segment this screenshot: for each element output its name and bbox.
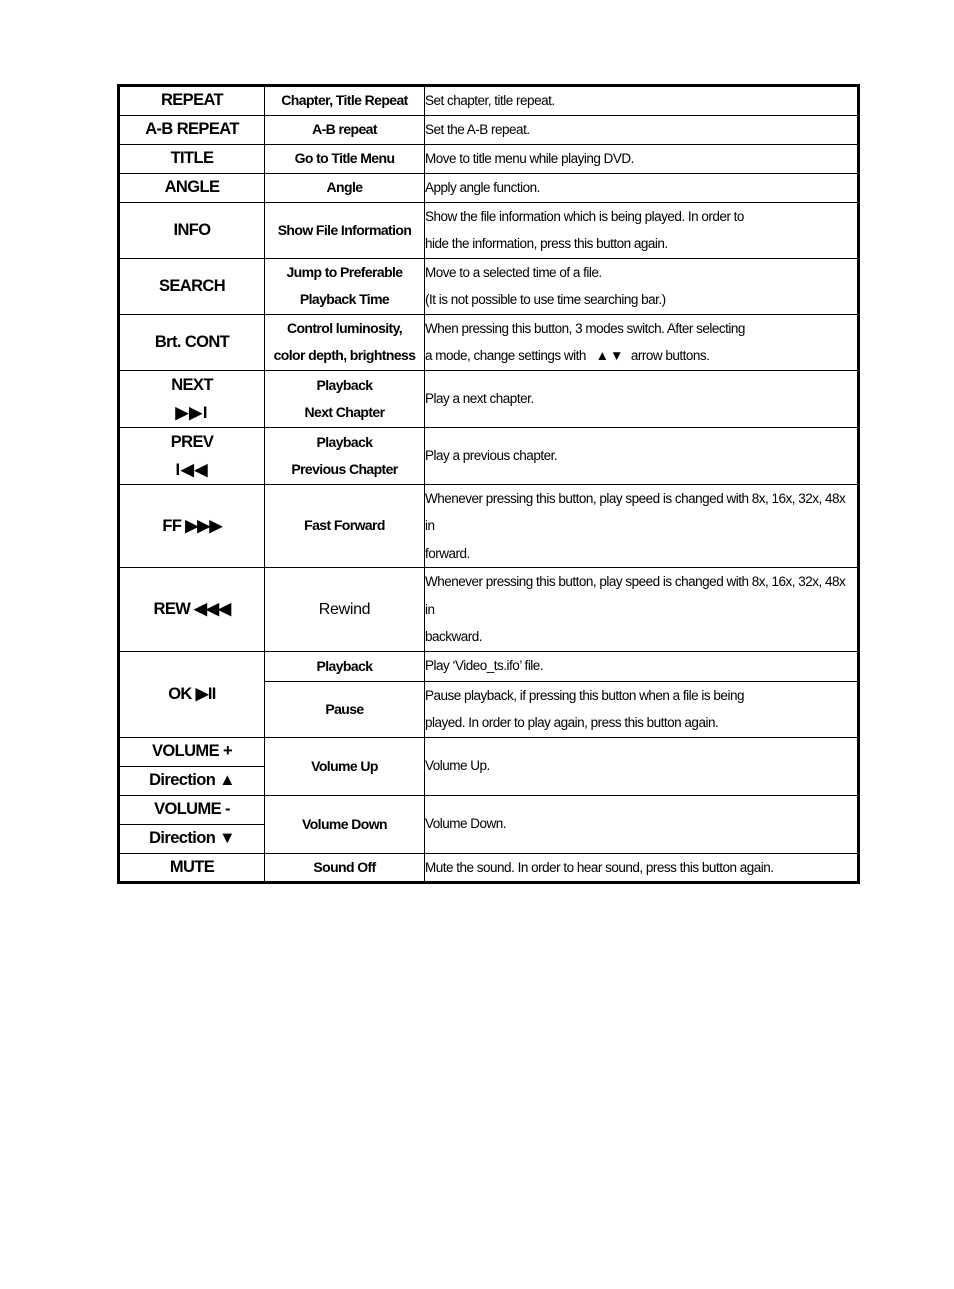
button-description	[425, 202, 859, 258]
description-line: forward.	[425, 545, 470, 561]
table-row	[119, 370, 859, 427]
table-row	[119, 314, 859, 370]
button-description: Move to title menu while playing DVD.	[425, 144, 859, 173]
button-name: FF ▶▶▶	[119, 484, 265, 568]
table-row	[119, 115, 859, 144]
description-line: When pressing this button, 3 modes switch. After selecting	[425, 320, 745, 336]
button-function: Chapter, Title Repeat	[265, 86, 425, 116]
function-line: Control luminosity,	[286, 320, 403, 336]
button-description: Play a next chapter.	[425, 370, 859, 427]
key-label: PREV	[170, 432, 214, 451]
table-row	[119, 202, 859, 258]
description-line: Pause playback, if pressing this button when a file is being	[425, 687, 744, 703]
button-name	[119, 370, 265, 427]
button-name: VOLUME +	[119, 737, 265, 766]
button-name: VOLUME -	[119, 795, 265, 824]
next-chapter-icon: ▶▶I	[175, 403, 209, 422]
button-function: Fast Forward	[265, 484, 425, 568]
description-line: Whenever pressing this button, play speed is changed with 8x, 16x, 32x, 48x in	[425, 490, 846, 533]
button-function: Angle	[265, 173, 425, 202]
button-name: REPEAT	[119, 86, 265, 116]
button-function	[265, 427, 425, 484]
button-description	[425, 568, 859, 652]
up-down-arrow-icon: ▲▼	[595, 348, 625, 363]
function-line: Next Chapter	[304, 403, 385, 420]
table-row	[119, 795, 859, 824]
button-function: Go to Title Menu	[265, 144, 425, 173]
button-description: Set chapter, title repeat.	[425, 86, 859, 116]
function-line: Playback	[316, 433, 373, 450]
description-line: played. In order to play again, press this button again.	[425, 715, 719, 730]
description-line: Whenever pressing this button, play speed is changed with 8x, 16x, 32x, 48x in	[425, 574, 846, 617]
table-row	[119, 173, 859, 202]
table-row	[119, 568, 859, 652]
function-line: Previous Chapter	[291, 460, 398, 477]
previous-chapter-icon: I◀◀	[175, 460, 209, 479]
button-description: Play ‘Video_ts.ifo’ file.	[425, 651, 859, 681]
table-row	[119, 258, 859, 314]
function-line: Playback Time	[299, 291, 390, 307]
button-function: Volume Down	[265, 795, 425, 853]
table-row	[119, 144, 859, 173]
button-name: INFO	[119, 202, 265, 258]
button-function: Show File Information	[265, 202, 425, 258]
table-row	[119, 427, 859, 484]
button-description	[425, 681, 859, 737]
button-name: Brt. CONT	[119, 314, 265, 370]
button-description: Volume Down.	[425, 795, 859, 853]
table-row	[119, 484, 859, 568]
button-description: Mute the sound. In order to hear sound, press this button again.	[425, 853, 859, 883]
button-function: Sound Off	[265, 853, 425, 883]
description-line: hide the information, press this button again.	[425, 236, 668, 251]
button-function: A-B repeat	[265, 115, 425, 144]
button-function	[265, 314, 425, 370]
description-text: a mode, change settings with	[425, 348, 586, 363]
button-name: ANGLE	[119, 173, 265, 202]
table-row	[119, 86, 859, 116]
description-line: backward.	[425, 629, 483, 644]
function-line: Playback	[316, 376, 373, 393]
button-name	[119, 427, 265, 484]
button-name: Direction ▼	[119, 824, 265, 853]
button-name: Direction ▲	[119, 766, 265, 795]
button-function: Playback	[265, 651, 425, 681]
table-row	[119, 853, 859, 883]
button-description: Play a previous chapter.	[425, 427, 859, 484]
function-line: color depth, brightness	[273, 347, 416, 363]
table-row	[119, 737, 859, 766]
button-function: Volume Up	[265, 737, 425, 795]
button-name: REW ◀◀◀	[119, 568, 265, 652]
button-name: SEARCH	[119, 258, 265, 314]
description-line: Show the file information which is being played. In order to	[425, 208, 744, 224]
button-function	[265, 258, 425, 314]
button-name: MUTE	[119, 853, 265, 883]
button-function: Rewind	[265, 568, 425, 652]
description-line: Move to a selected time of a file.	[425, 264, 602, 280]
button-name: A-B REPEAT	[119, 115, 265, 144]
button-description	[425, 258, 859, 314]
button-description	[425, 314, 859, 370]
function-line: Jump to Preferable	[286, 264, 403, 280]
button-description: Apply angle function.	[425, 173, 859, 202]
button-description: Set the A-B repeat.	[425, 115, 859, 144]
description-line	[425, 342, 857, 370]
description-text: arrow buttons.	[630, 348, 710, 363]
button-function	[265, 370, 425, 427]
key-label: NEXT	[171, 375, 213, 394]
remote-button-table	[117, 84, 860, 884]
button-description	[425, 484, 859, 568]
button-function: Pause	[265, 681, 425, 737]
description-line: (It is not possible to use time searching bar.)	[425, 292, 666, 307]
button-name: OK ▶II	[119, 651, 265, 737]
button-description: Volume Up.	[425, 737, 859, 795]
button-name: TITLE	[119, 144, 265, 173]
table-row	[119, 651, 859, 681]
